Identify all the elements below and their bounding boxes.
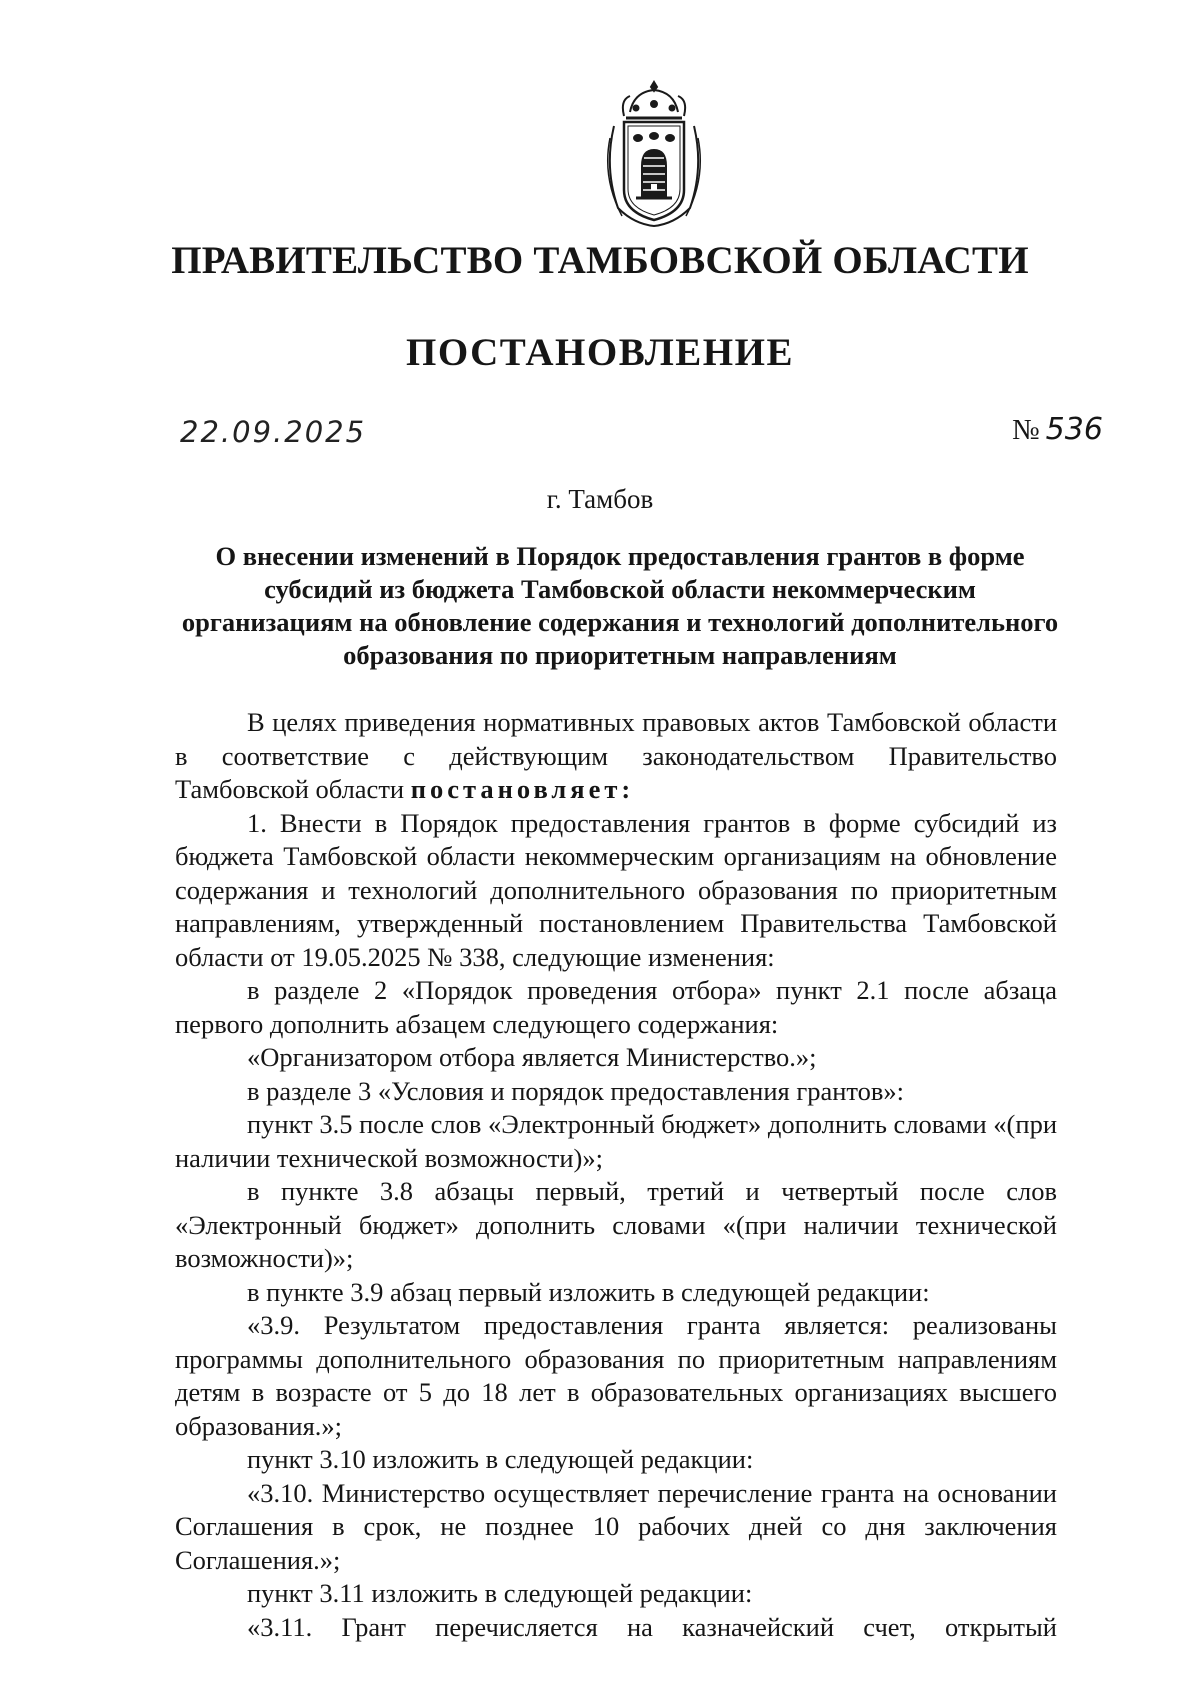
paragraph-11: пункт 3.11 изложить в следующей редакции:	[247, 1578, 753, 1608]
intro-text: В целях приведения нормативных правовых актов Тамбовской области в соответствие с действующим законодательством Правительство Тамбовской области	[175, 707, 1057, 804]
number-label: №	[1012, 414, 1040, 446]
paragraph-5: пункт 3.5 после слов «Электронный бюджет» дополнить словами «(при наличии технической возможности)»;	[175, 1109, 1057, 1173]
tambov-coat-of-arms-icon	[600, 78, 708, 228]
document-type: ПОСТАНОВЛЕНИЕ	[405, 331, 794, 374]
paragraph-9: пункт 3.10 изложить в следующей редакции:	[247, 1444, 754, 1474]
paragraph-10: «3.10. Министерство осуществляет перечисление гранта на основании Соглашения в срок, не позднее 10 рабочих дней со дня заключения Соглашения.»;	[175, 1477, 1057, 1575]
document-date: 22.09.2025	[180, 415, 367, 449]
city: г. Тамбов	[546, 484, 654, 514]
paragraph-2: в разделе 2 «Порядок проведения отбора» пункт 2.1 после абзаца первого дополнить абзацем следующего содержания:	[175, 975, 1057, 1039]
paragraph-12: «3.11. Грант перечисляется на казначейский счет, открытый	[247, 1611, 1057, 1642]
paragraph-1: 1. Внести в Порядок предоставления грантов в форме субсидий из бюджета Тамбовской области некоммерческим организациям на обновление содержания и технологий дополнительного образования по приоритетным направлениям, утвержденный постановлением Правительства Тамбовской области от 19.05.2025 № 338, следующие изменения:	[175, 807, 1057, 972]
document-number	[1012, 412, 1103, 447]
paragraph-8: «3.9. Результатом предоставления гранта является: реализованы программы дополнительного образования по приоритетным направлениям детям в возрасте от 5 до 18 лет в образовательных организациях высшего образования.»;	[175, 1310, 1057, 1441]
number-value: 536	[1045, 412, 1103, 447]
paragraph-7: в пункте 3.9 абзац первый изложить в следующей редакции:	[247, 1276, 930, 1307]
decree-word: постановляет:	[410, 774, 635, 804]
intro-paragraph	[175, 706, 1057, 807]
paragraph-4: в разделе 3 «Условия и порядок предоставления грантов»:	[247, 1075, 905, 1106]
organization-name: ПРАВИТЕЛЬСТВО ТАМБОВСКОЙ ОБЛАСТИ	[171, 239, 1029, 282]
document-title: О внесении изменений в Порядок предоставления грантов в форме субсидий из бюджета Тамбовской области некоммерческим организациям на обновление содержания и технологий дополнительного образования по приоритетным направлениям	[181, 541, 1059, 670]
document-body	[175, 706, 1057, 1644]
paragraph-3: «Организатором отбора является Министерство.»;	[247, 1042, 817, 1072]
paragraph-6: в пункте 3.8 абзацы первый, третий и четвертый после слов «Электронный бюджет» дополнить словами «(при наличии технической возможности)»;	[175, 1176, 1057, 1273]
